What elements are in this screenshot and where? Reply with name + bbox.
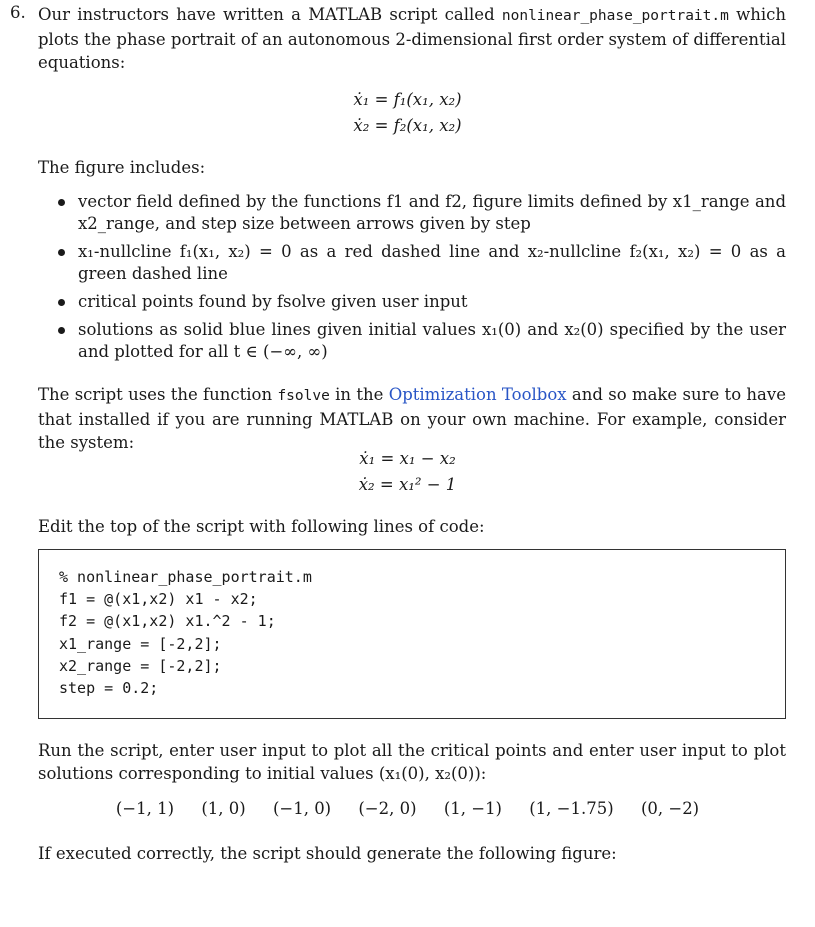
initial-value: (1, −1) [443, 799, 502, 818]
initial-values-list [0, 799, 815, 818]
initial-value: (−1, 1) [115, 799, 175, 818]
bullet-icon [58, 249, 65, 256]
intro-text-2: which plots the phase portrait of an autonomous 2-dimensional first order system of differential equations: [38, 5, 786, 72]
figure-feature-list [58, 191, 786, 363]
script-filename: nonlinear_phase_portrait.m [501, 8, 729, 24]
equation-1: ẋ₁ = f₁(x₁, x₂) [353, 90, 462, 109]
edit-paragraph: Edit the top of the script with following lines of code: [38, 517, 485, 536]
toolbox-paragraph: The script uses the function fsolve in the Optimization Toolbox and so make sure to have that installed if you are running MATLAB on your own machine. For example, consider the system: [38, 385, 786, 452]
code-line: x2_range = [-2,2]; [59, 656, 222, 675]
example-equation-1: ẋ₁ = x₁ − x₂ [359, 449, 456, 468]
figure-includes-heading: The figure includes: [38, 158, 206, 177]
code-line: x1_range = [-2,2]; [59, 634, 222, 653]
initial-value: (1, −1.75) [529, 799, 614, 818]
example-system-equations [0, 446, 815, 498]
fsolve-code: fsolve [277, 388, 330, 404]
initial-value: (0, −2) [640, 799, 700, 818]
code-block [38, 549, 786, 719]
code-line: % nonlinear_phase_portrait.m [59, 568, 312, 586]
code-line: step = 0.2; [59, 679, 159, 698]
list-item: vector field defined by the functions f1 and f2, figure limits defined by x1_range and x2_range, and step size between arrows given by step [58, 191, 786, 235]
closing-paragraph: If executed correctly, the script should generate the following figure: [38, 844, 617, 863]
code-line: f1 = @(x1,x2) x1 - x2; [59, 590, 258, 609]
problem-number: 6. [10, 3, 26, 22]
initial-value: (1, 0) [201, 799, 246, 818]
intro-paragraph [38, 3, 786, 74]
bullet-icon [58, 327, 65, 334]
list-item: critical points found by fsolve given user input [58, 291, 786, 313]
equation-2: ẋ₂ = f₂(x₁, x₂) [353, 116, 462, 135]
run-paragraph: Run the script, enter user input to plot all the critical points and enter user input to plot solutions corresponding to initial values (x₁(0), x₂(0)): [38, 741, 786, 783]
initial-value: (−1, 0) [272, 799, 332, 818]
optimization-toolbox-link[interactable]: Optimization Toolbox [388, 385, 567, 404]
intro-text-1: Our instructors have written a MATLAB script called [38, 5, 502, 24]
code-listing [39, 550, 785, 699]
list-item: solutions as solid blue lines given initial values x₁(0) and x₂(0) specified by the user and plotted for all t ∈ (−∞, ∞) [58, 319, 786, 363]
code-line: f2 = @(x1,x2) x1.^2 - 1; [59, 612, 276, 631]
initial-value: (−2, 0) [358, 799, 417, 818]
bullet-icon [58, 199, 65, 206]
bullet-icon [58, 299, 65, 306]
list-item: x₁-nullcline f₁(x₁, x₂) = 0 as a red dashed line and x₂-nullcline f₂(x₁, x₂) = 0 as a green dashed line [58, 241, 786, 285]
general-system-equations [0, 87, 815, 139]
example-equation-2: ẋ₂ = x₁² − 1 [358, 475, 457, 494]
